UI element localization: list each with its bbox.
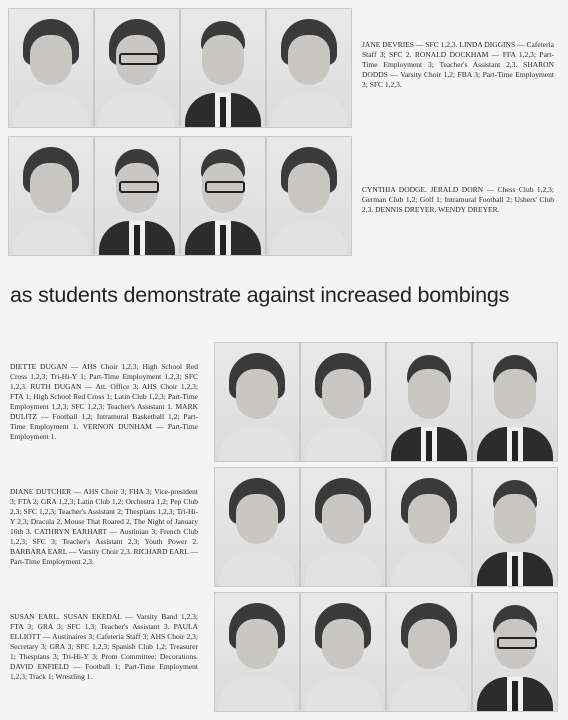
caption-top-row-2: CYNTHIA DODGE. JERALD DORN — Chess Club 1,2,3; German Club 1,2; Golf 1; Intramural Football 2; Ushers' Club 2,3. DENNIS DREYER. WENDY DREYER. <box>362 185 554 214</box>
portrait-barbara-earl <box>386 467 472 587</box>
portrait-sharon-dodds <box>266 8 352 128</box>
portrait-paula-elliott <box>386 592 472 712</box>
caption-middle-row-2: DIANE DUTCHER — AHS Choir 3; FHA 3; Vice-president 3; FTA 2; GRA 1,2,3; Latin Club 1,2; Orchestra 1,2; Pep Club 2,3; SFC 1,2,3; Teacher's Assistant 2; Thespians 1,2,3; Tri-Hi-Y 2,3; Dracula 2, Mouse That Roared 2, The Night of January 16th 3. CATHRYN EARHART — Austinian 3; French Club 1,2,3; SFC 3; Teacher's Assistant 2,3; Youth Power 2. BARBARA EARL — Varsity Choir 2,3. RICHARD EARL — Part-Time Employment 2,3. <box>10 487 198 566</box>
portrait-diane-dutcher <box>214 467 300 587</box>
portrait-susan-ekedal <box>300 592 386 712</box>
portrait-linda-diggins <box>94 8 180 128</box>
portrait-ruth-dugan <box>300 342 386 462</box>
portrait-vernon-dunham <box>472 342 558 462</box>
portrait-wendy-dreyer <box>266 136 352 256</box>
portrait-david-enfield <box>472 592 558 712</box>
portrait-mark-dulitz <box>386 342 472 462</box>
portrait-cathryn-earhart <box>300 467 386 587</box>
portrait-dennis-dreyer <box>180 136 266 256</box>
caption-top-row-1: JANE DEVRIES — SFC 1,2,3. LINDA DIGGINS — Cafeteria Staff 3; SFC 2. RONALD DOCKHAM — FFA 1,2,3; Part-Time Employment 3; Teacher's Assistant 2,3. SHARON DODDS — Varsity Choir 1,2; FBA 3; Part-Time Employment 3; SFC 1,2,3. <box>362 40 554 89</box>
portrait-susan-earl <box>214 592 300 712</box>
portrait-jane-devries <box>8 8 94 128</box>
portrait-jerald-dorn <box>94 136 180 256</box>
caption-bottom-row: SUSAN EARL. SUSAN EKEDAL — Varsity Band 1,2,3; FTA 3; GRA 3; SFC 1,3; Teacher's Assistant 3. PAULA ELLIOTT — Austinaires 3; Cafeteria Staff 3; AHS Choir 2,3; Secretary 3; GRA 3; SFC 1,2,3; Spanish Club 1,2; Treasurer 1; Thespians 3; Tri-Hi-Y 3; Prom Committee: Decorations. DAVID ENFIELD — Football 1; Part-Time Employment 1,2,3; Track 1; Wrestling 1. <box>10 612 198 681</box>
portrait-diette-dugan <box>214 342 300 462</box>
headline: as students demonstrate against increased bombings <box>10 283 510 307</box>
portrait-ronald-dockham <box>180 8 266 128</box>
portrait-cynthia-dodge <box>8 136 94 256</box>
portrait-richard-earl <box>472 467 558 587</box>
caption-middle-row-1: DIETTE DUGAN — AHS Choir 1,2,3; High School Red Cross 1,2,3; Tri-Hi-Y 1; Part-Time Employment 1,2,3; SFC 1,2,3. RUTH DUGAN — Att. Office 3; AHS Choir 1,2,3; FTA 1; High School Red Cross 1; Latin Club 1,2,3; Part-Time Employment 1,2,3; SFC 1,2,3; Teacher's Assistant 1. MARK DULITZ — Football 1,2; Intramural Basketball 1,2; Part-Time Employment 1. VERNON DUNHAM — Part-Time Employment 1. <box>10 362 198 441</box>
